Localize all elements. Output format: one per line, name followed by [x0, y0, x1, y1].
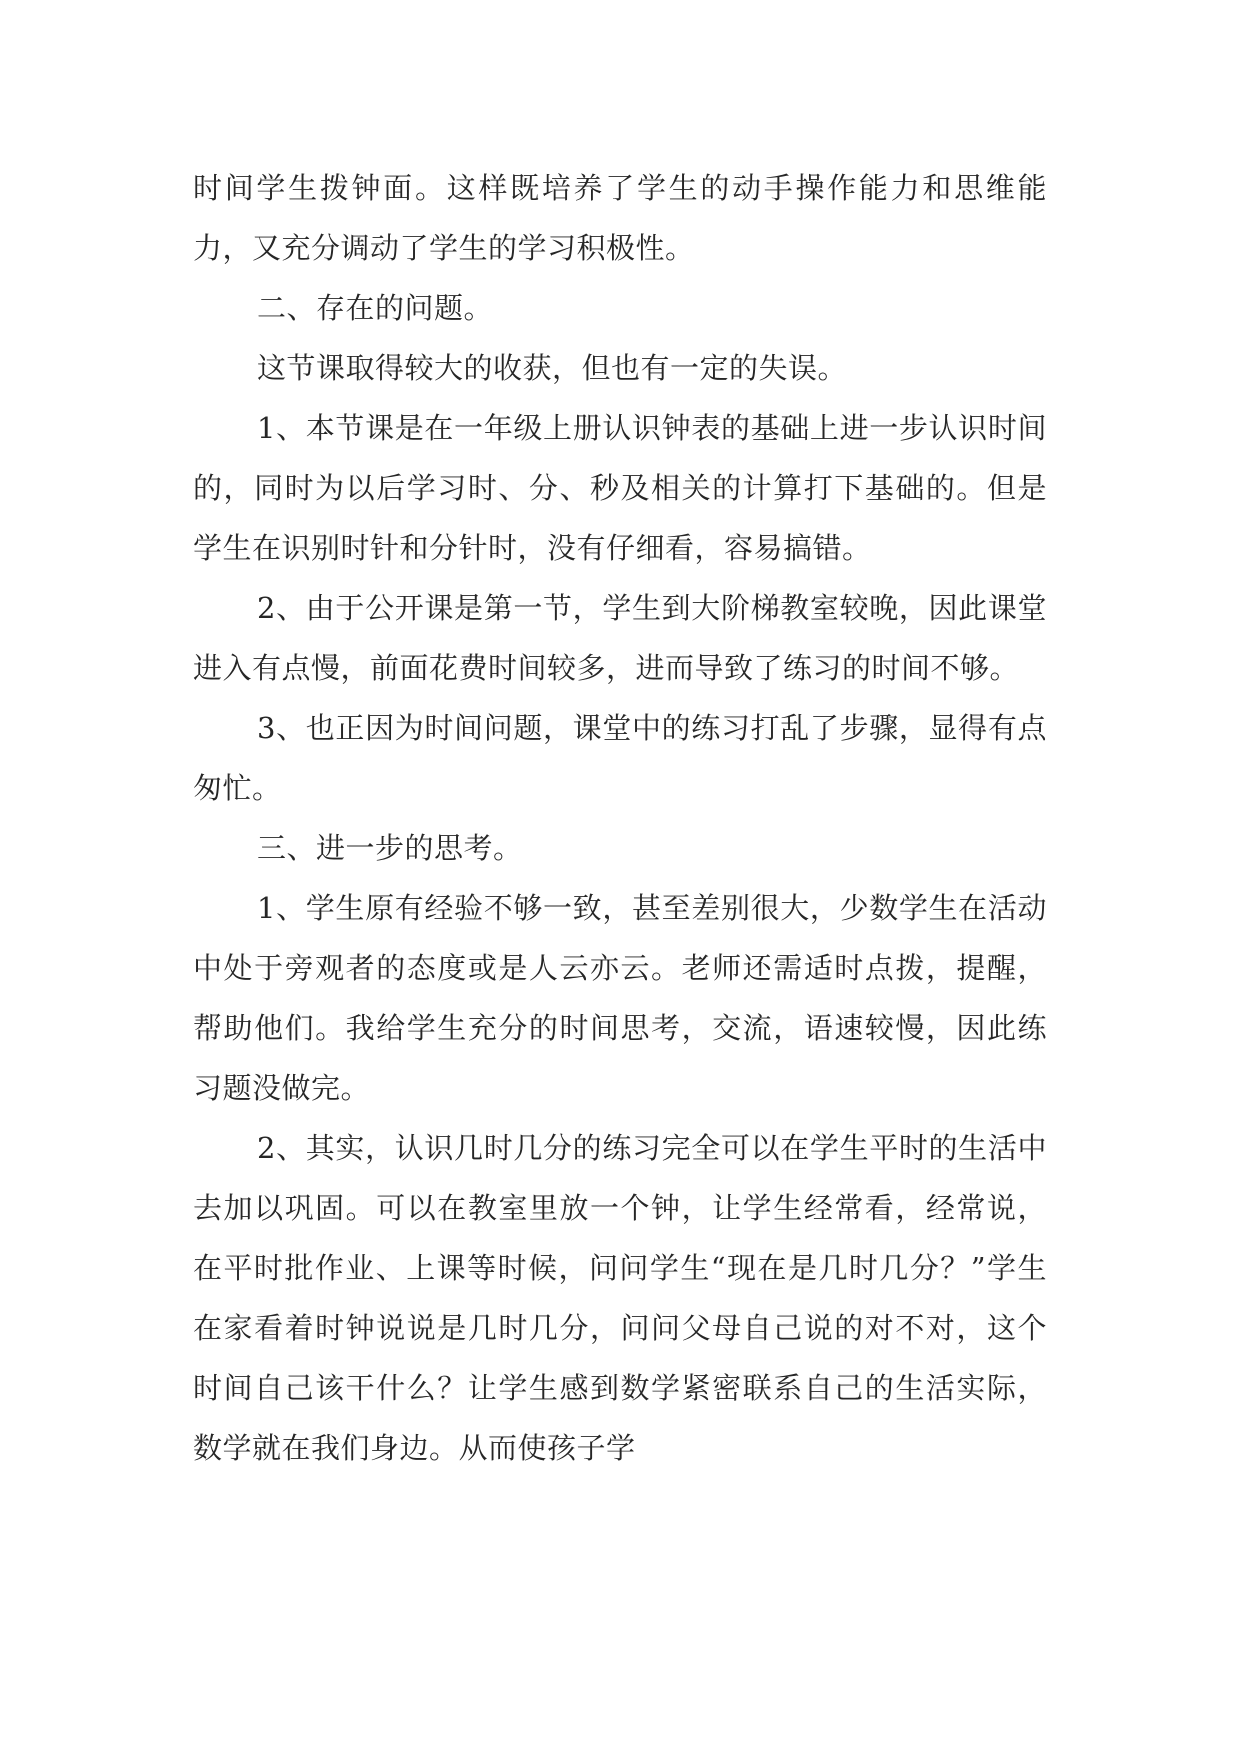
section-heading-reflection: 三、进一步的思考。 — [257, 831, 523, 865]
section-heading-problems: 二、存在的问题。 — [257, 291, 494, 325]
paragraph-summary: 这节课取得较大的收获，但也有一定的失误。 — [257, 351, 848, 385]
paragraph-problem-1: 1、本节课是在一年级上册认识钟表的基础上进一步认识时间的，同时为以后学习时、分、秒及相关的计算打下基础的。但是学生在识别时针和分针时，没有仔细看，容易搞错。 — [193, 411, 1047, 565]
paragraph-continuation: 时间学生拨钟面。这样既培养了学生的动手操作能力和思维能力，又充分调动了学生的学习积极性。 — [193, 171, 1047, 265]
paragraph-problem-3: 3、也正因为时间问题，课堂中的练习打乱了步骤，显得有点匆忙。 — [193, 711, 1047, 805]
paragraph-problem-2: 2、由于公开课是第一节，学生到大阶梯教室较晚，因此课堂进入有点慢，前面花费时间较多，进而导致了练习的时间不够。 — [193, 591, 1047, 685]
paragraph-reflection-1: 1、学生原有经验不够一致，甚至差别很大，少数学生在活动中处于旁观者的态度或是人云亦云。老师还需适时点拨，提醒，帮助他们。我给学生充分的时间思考，交流，语速较慢，因此练习题没做完。 — [193, 891, 1047, 1105]
paragraph-reflection-2: 2、其实，认识几时几分的练习完全可以在学生平时的生活中去加以巩固。可以在教室里放一个钟，让学生经常看，经常说，在平时批作业、上课等时候，问问学生“现在是几时几分？”学生在家看着时钟说说是几时几分，问问父母自己说的对不对，这个时间自己该干什么？让学生感到数学紧密联系自己的生活实际，数学就在我们身边。从而使孩子学 — [193, 1131, 1047, 1465]
document-body — [193, 158, 1047, 1478]
